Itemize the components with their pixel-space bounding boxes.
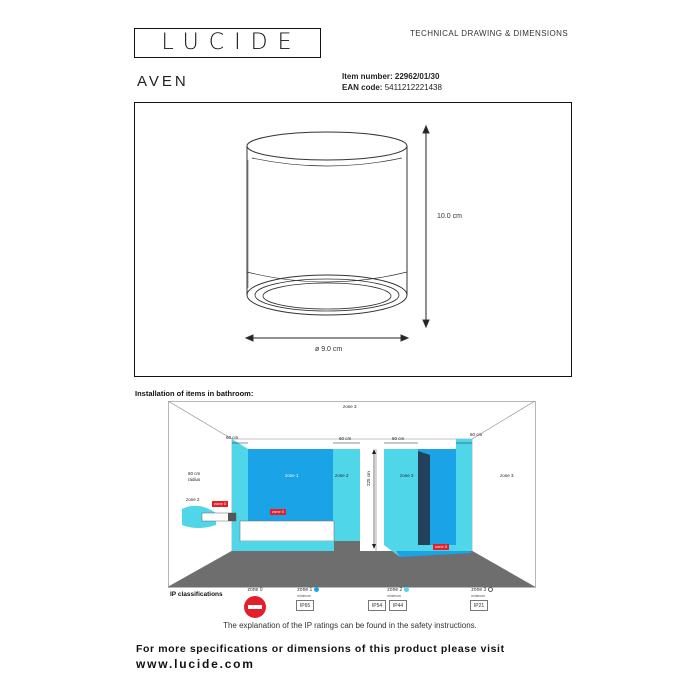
- zone0-shower-tag: zone 0: [435, 544, 448, 549]
- height-dimension-label: 10.0 cm: [437, 213, 462, 220]
- item-number-row: [342, 72, 439, 81]
- ip-zone3-sub: minimum: [471, 594, 486, 598]
- document-title: TECHNICAL DRAWING & DIMENSIONS: [410, 29, 569, 38]
- zone2-strip-left: [333, 449, 360, 545]
- ip-zone2-name: zone 2: [383, 587, 413, 593]
- ip-zone2-rating-b: IP44: [389, 600, 407, 611]
- zone1-back-wall: [248, 449, 333, 527]
- label-zone2-mid-right: zone 2: [400, 473, 414, 478]
- zone2-dot-icon: [404, 587, 409, 592]
- zone1-dot-icon: [314, 587, 319, 592]
- lamp-top-ellipse: [247, 132, 407, 160]
- label-60cm-d: 60 cm: [470, 432, 483, 437]
- ip-zone2-sub: minimum: [387, 594, 402, 598]
- ip-zone3-rating: IP21: [470, 600, 488, 611]
- label-height-225: 225 cm: [366, 471, 371, 486]
- no-entry-icon: [244, 596, 266, 618]
- label-zone2-mid-left: zone 2: [335, 473, 349, 478]
- ip-zone1-rating: IP65: [296, 600, 314, 611]
- diameter-dimension-label: ø 9.0 cm: [315, 346, 343, 353]
- label-zone3-right: zone 3: [500, 473, 514, 478]
- lamp-drawing: [134, 102, 572, 377]
- label-60cm-b: 60 cm: [339, 436, 352, 441]
- label-zone2-left: zone 2: [186, 497, 200, 502]
- zone-bath-front: [232, 541, 334, 551]
- zone0-tub-tag: zone 0: [272, 509, 285, 514]
- ean-row: [342, 83, 442, 92]
- zone2-right-wall: [456, 439, 472, 551]
- ip-zone1-sub: minimum: [297, 594, 312, 598]
- ip-zone3-name: zone 3: [466, 587, 498, 593]
- bathroom-section-title: Installation of items in bathroom:: [135, 389, 254, 398]
- ip-zone2-rating-a: IP54: [368, 600, 386, 611]
- shower-glass: [418, 451, 430, 551]
- footer-url[interactable]: www.lucide.com: [136, 657, 255, 671]
- label-radius-word: radius: [188, 477, 201, 482]
- bath-tub: [240, 521, 334, 541]
- label-60cm-a: 60 cm: [226, 435, 239, 440]
- zone3-dot-icon: [488, 587, 493, 592]
- ip-zone0-name: zone 0: [247, 587, 263, 593]
- ip-classifications-title: IP classifications: [170, 591, 223, 598]
- floor: [168, 551, 535, 587]
- item-number-label: Item number:: [342, 72, 393, 81]
- label-radius-60: 60 cm: [188, 471, 201, 476]
- ip-zone1-name: zone 1: [293, 587, 323, 593]
- zone2-strip-right: [384, 449, 418, 545]
- ean-value: 5411212221438: [384, 83, 442, 92]
- label-60cm-c: 60 cm: [392, 436, 405, 441]
- ean-label: EAN code:: [342, 83, 383, 92]
- brand-logo: LUCIDE: [161, 30, 302, 55]
- product-name: AVEN: [137, 73, 189, 90]
- footer-text: For more specifications or dimensions of this product please visit: [136, 643, 505, 655]
- bathroom-zone-diagram: [168, 401, 536, 588]
- zone0-basin-tag: zone 0: [214, 501, 227, 506]
- item-number-value: 22962/01/30: [394, 72, 440, 81]
- label-zone3-top: zone 3: [343, 404, 357, 409]
- label-zone1-mid: zone 1: [285, 473, 299, 478]
- ip-explanation-note: The explanation of the IP ratings can be found in the safety instructions.: [223, 621, 477, 630]
